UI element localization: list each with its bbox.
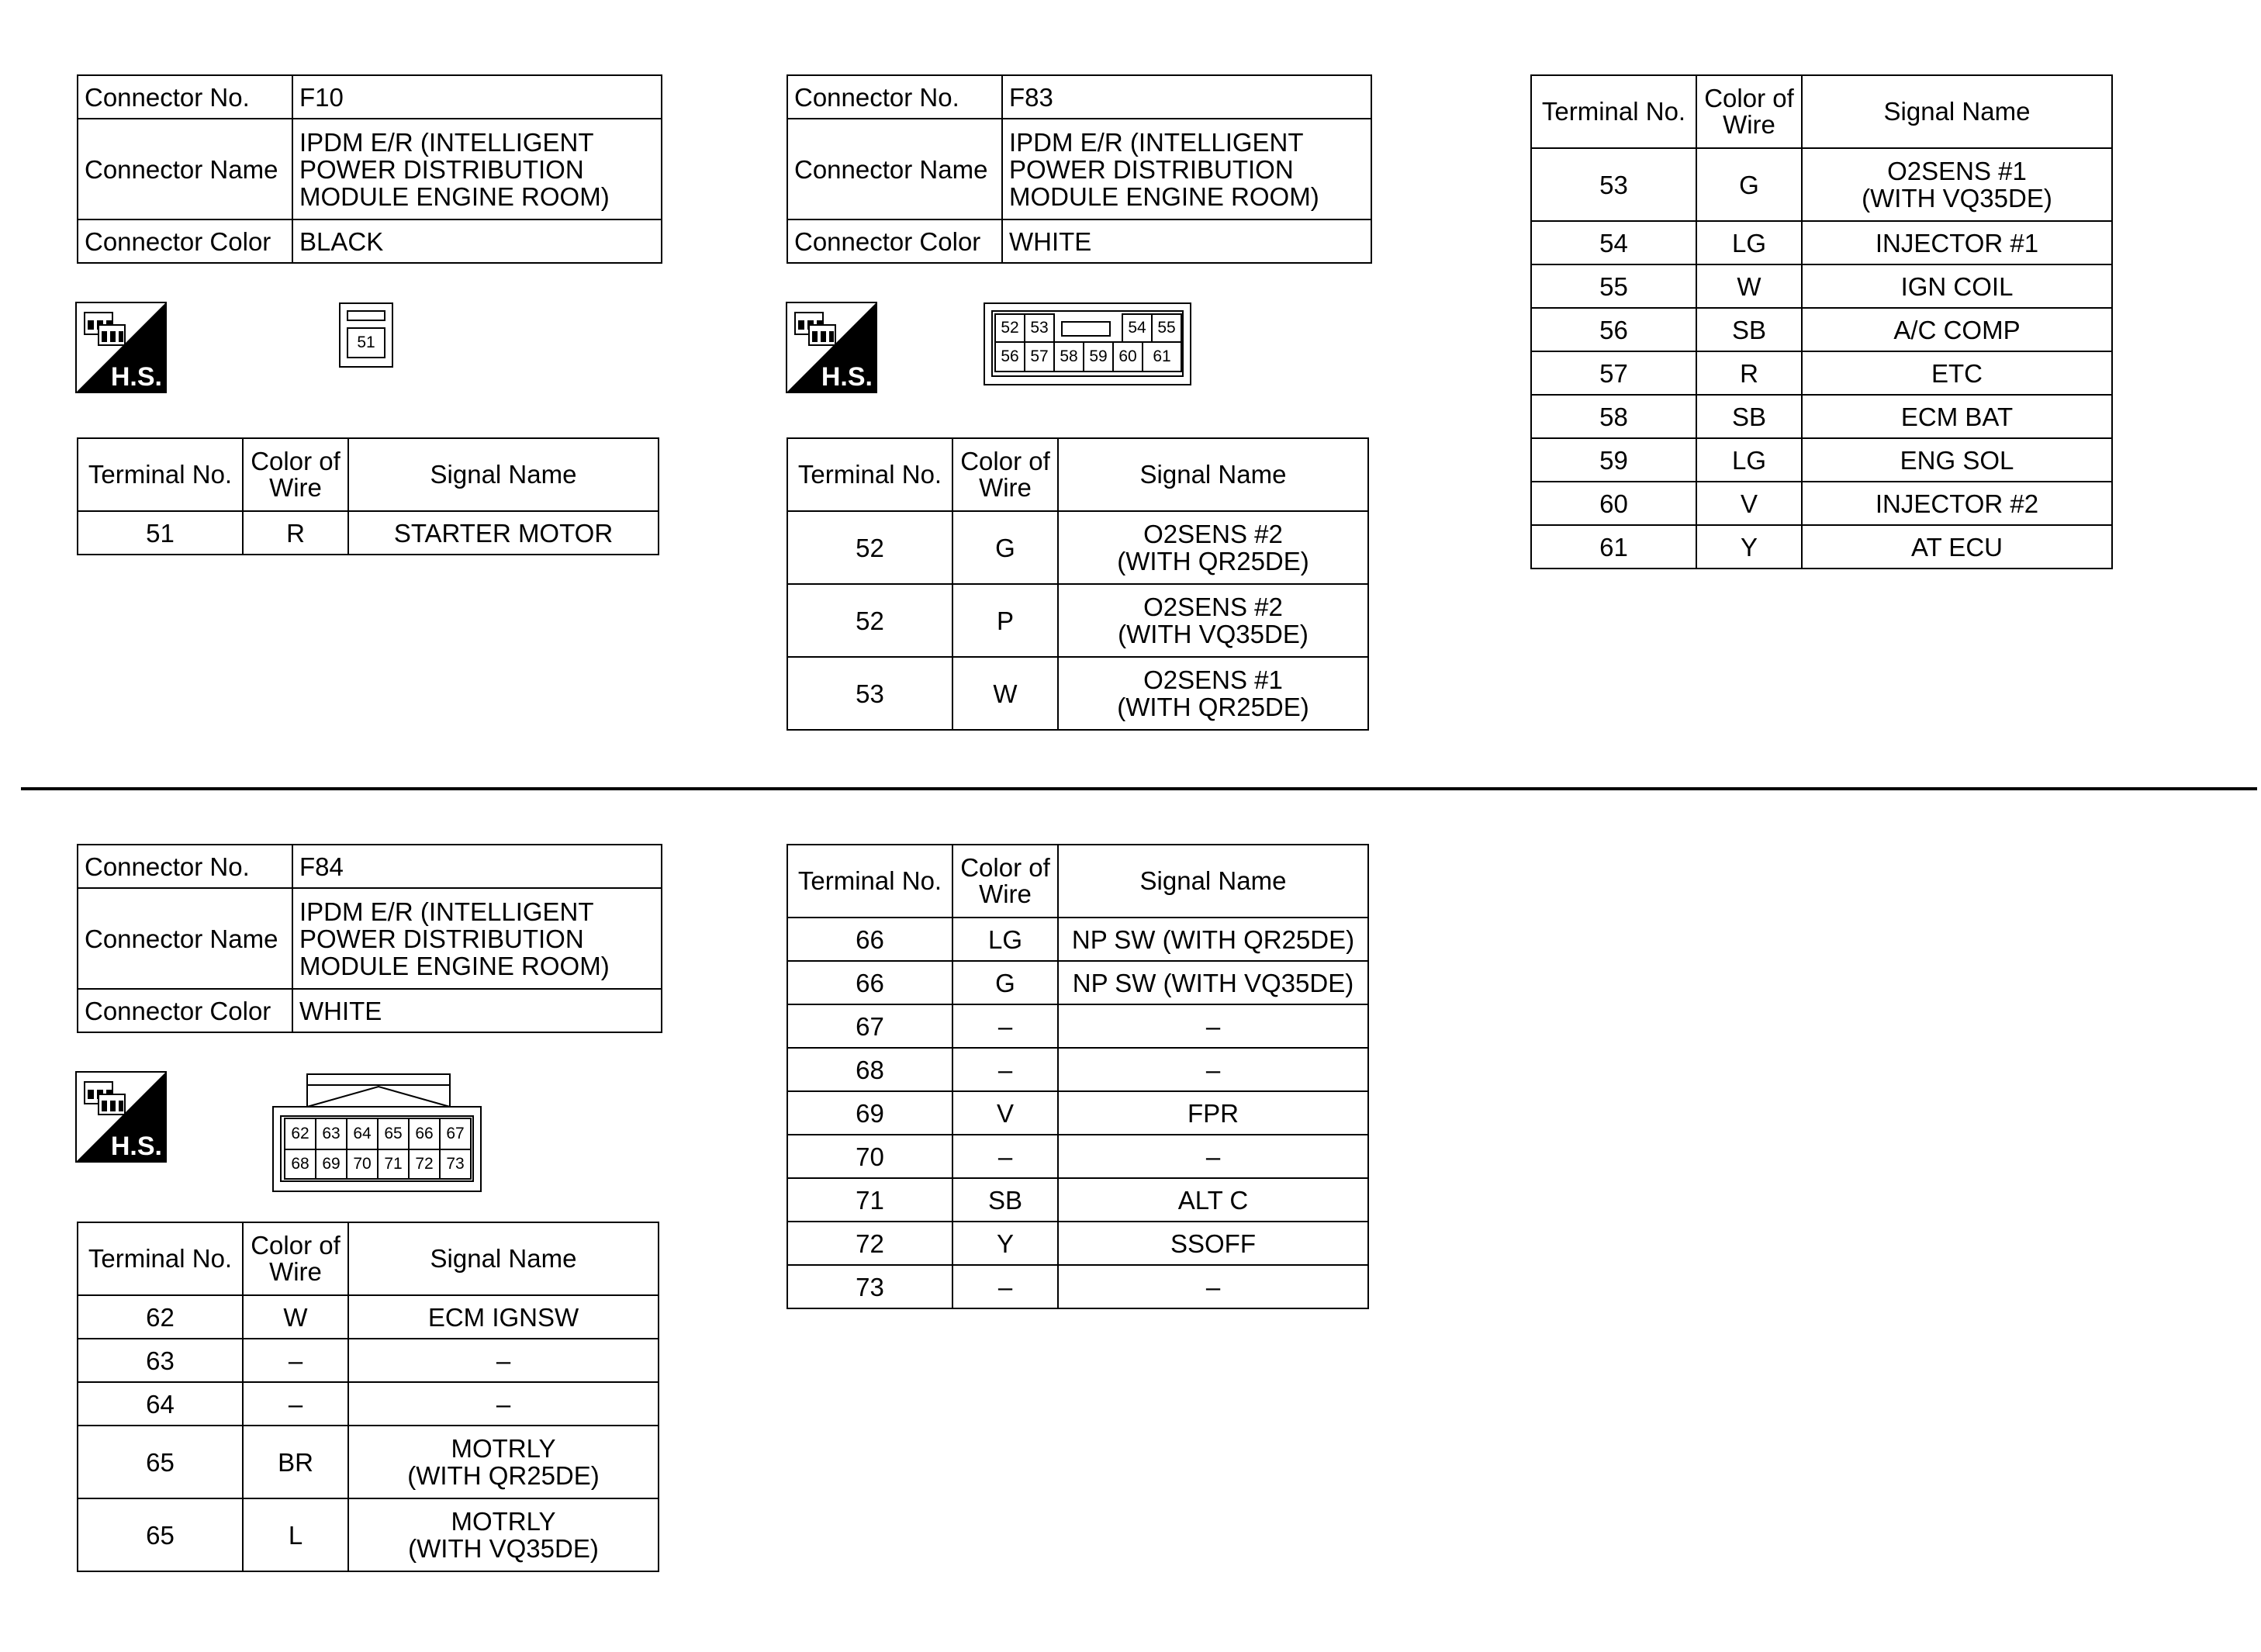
signal-name-header: Signal Name: [348, 438, 659, 511]
hs-label: H.S.: [821, 362, 873, 392]
connector-color-label: Connector Color: [787, 219, 1002, 263]
color-of-wire-header: Color of Wire: [243, 1222, 348, 1295]
pin: 61: [1142, 341, 1182, 372]
pin: 57: [1024, 341, 1055, 372]
terminal-no: 54: [1531, 221, 1696, 264]
table-row: [1531, 351, 2112, 395]
table-row: [787, 1265, 1368, 1308]
table-row: [787, 657, 1368, 730]
terminal-no: 71: [787, 1178, 952, 1222]
wire-color: W: [1696, 264, 1802, 308]
signal-name: INJECTOR #2: [1802, 482, 2112, 525]
f84-terminal-table: [77, 1222, 659, 1572]
signal-name: –: [1058, 1004, 1368, 1048]
signal-name: A/C COMP: [1802, 308, 2112, 351]
table-row: [1531, 308, 2112, 351]
terminal-no: 62: [78, 1295, 243, 1339]
f10-connector-info: [77, 74, 662, 264]
f84-terminal-table-continued: [787, 844, 1369, 1309]
table-row: [78, 1498, 659, 1571]
terminal-no: 52: [787, 584, 952, 657]
signal-name: ECM BAT: [1802, 395, 2112, 438]
harness-side-icon: [786, 302, 877, 393]
connector-color-label: Connector Color: [78, 989, 292, 1032]
color-of-wire-header: Color of Wire: [952, 845, 1058, 918]
wire-color: W: [952, 657, 1058, 730]
terminal-no: 55: [1531, 264, 1696, 308]
signal-name: –: [1058, 1265, 1368, 1308]
connector-no-value: F83: [1002, 75, 1371, 119]
table-row: [78, 1426, 659, 1498]
pin: 51: [347, 327, 385, 358]
connector-color-label: Connector Color: [78, 219, 292, 263]
signal-name: STARTER MOTOR: [348, 511, 659, 555]
terminal-no: 69: [787, 1091, 952, 1135]
terminal-no: 66: [787, 918, 952, 961]
table-row: [1531, 148, 2112, 221]
wire-color: LG: [1696, 221, 1802, 264]
wire-color: Y: [952, 1222, 1058, 1265]
harness-side-icon: [75, 1071, 167, 1163]
f83-connector-face: [984, 302, 1191, 385]
terminal-no: 58: [1531, 395, 1696, 438]
terminal-no: 52: [787, 511, 952, 584]
table-row: [787, 1178, 1368, 1222]
signal-name: O2SENS #1 (WITH VQ35DE): [1802, 148, 2112, 221]
signal-name: INJECTOR #1: [1802, 221, 2112, 264]
connector-name-label: Connector Name: [787, 119, 1002, 219]
connector-name-value: IPDM E/R (INTELLIGENT POWER DISTRIBUTION MODULE ENGINE ROOM): [292, 888, 662, 989]
terminal-no: 59: [1531, 438, 1696, 482]
signal-name: ETC: [1802, 351, 2112, 395]
pin: 68: [284, 1149, 316, 1180]
terminal-no: 53: [1531, 148, 1696, 221]
terminal-no: 72: [787, 1222, 952, 1265]
terminal-no: 67: [787, 1004, 952, 1048]
section-divider: [21, 787, 2257, 790]
pin: 73: [439, 1149, 472, 1180]
wire-color: LG: [952, 918, 1058, 961]
f10-terminal-table: [77, 437, 659, 555]
pin: 64: [346, 1118, 379, 1150]
terminal-no: 56: [1531, 308, 1696, 351]
signal-name-header: Signal Name: [1058, 845, 1368, 918]
wire-color: –: [243, 1382, 348, 1426]
wire-color: BR: [243, 1426, 348, 1498]
pin: 55: [1151, 313, 1182, 343]
wire-color: SB: [1696, 308, 1802, 351]
wire-color: R: [243, 511, 348, 555]
connector-color-value: WHITE: [292, 989, 662, 1032]
wire-color: –: [952, 1048, 1058, 1091]
wire-color: SB: [952, 1178, 1058, 1222]
table-row: [787, 1048, 1368, 1091]
color-of-wire-header: Color of Wire: [243, 438, 348, 511]
pin: 53: [1024, 313, 1055, 343]
signal-name: O2SENS #1 (WITH QR25DE): [1058, 657, 1368, 730]
wire-color: W: [243, 1295, 348, 1339]
wire-color: G: [952, 961, 1058, 1004]
pin: 70: [346, 1149, 379, 1180]
wire-color: –: [952, 1135, 1058, 1178]
wire-color: R: [1696, 351, 1802, 395]
table-row: [1531, 395, 2112, 438]
terminal-no: 57: [1531, 351, 1696, 395]
table-row: [1531, 264, 2112, 308]
pin: 60: [1112, 341, 1143, 372]
harness-side-icon: [75, 302, 167, 393]
f84-connector-face: [271, 1073, 482, 1193]
table-row: [787, 1222, 1368, 1265]
signal-name: –: [348, 1382, 659, 1426]
wire-color: –: [243, 1339, 348, 1382]
f83-terminal-table: [787, 437, 1369, 731]
hs-label: H.S.: [110, 1132, 162, 1161]
table-row: [787, 1004, 1368, 1048]
terminal-no-header: Terminal No.: [78, 438, 243, 511]
f83-terminal-table-continued: [1530, 74, 2113, 569]
pin: 56: [994, 341, 1025, 372]
table-row: [1531, 525, 2112, 569]
terminal-no: 66: [787, 961, 952, 1004]
signal-name: MOTRLY (WITH VQ35DE): [348, 1498, 659, 1571]
pin: 72: [408, 1149, 441, 1180]
wire-color: –: [952, 1265, 1058, 1308]
wire-color: V: [1696, 482, 1802, 525]
terminal-no: 70: [787, 1135, 952, 1178]
pin: 63: [315, 1118, 347, 1150]
terminal-no: 68: [787, 1048, 952, 1091]
connector-no-label: Connector No.: [78, 845, 292, 888]
table-row: [78, 1339, 659, 1382]
wire-color: Y: [1696, 525, 1802, 569]
table-row: [1531, 482, 2112, 525]
signal-name: ALT C: [1058, 1178, 1368, 1222]
signal-name: SSOFF: [1058, 1222, 1368, 1265]
table-row: [787, 584, 1368, 657]
color-of-wire-header: Color of Wire: [1696, 75, 1802, 148]
hs-label: H.S.: [110, 362, 162, 392]
wire-color: L: [243, 1498, 348, 1571]
wire-color: G: [1696, 148, 1802, 221]
signal-name: ECM IGNSW: [348, 1295, 659, 1339]
table-row: [787, 1091, 1368, 1135]
connector-no-label: Connector No.: [787, 75, 1002, 119]
wire-color: G: [952, 511, 1058, 584]
table-row: [78, 1295, 659, 1339]
signal-name: NP SW (WITH VQ35DE): [1058, 961, 1368, 1004]
pin: 71: [377, 1149, 410, 1180]
table-row: [787, 511, 1368, 584]
connector-no-label: Connector No.: [78, 75, 292, 119]
pin: 52: [994, 313, 1025, 343]
color-of-wire-header: Color of Wire: [952, 438, 1058, 511]
pin: 54: [1122, 313, 1153, 343]
terminal-no: 64: [78, 1382, 243, 1426]
table-row: [78, 1382, 659, 1426]
terminal-no-header: Terminal No.: [78, 1222, 243, 1295]
table-row: [787, 1135, 1368, 1178]
terminal-no: 73: [787, 1265, 952, 1308]
signal-name: –: [348, 1339, 659, 1382]
terminal-no: 60: [1531, 482, 1696, 525]
signal-name: NP SW (WITH QR25DE): [1058, 918, 1368, 961]
terminal-no-header: Terminal No.: [1531, 75, 1696, 148]
terminal-no: 51: [78, 511, 243, 555]
wire-color: V: [952, 1091, 1058, 1135]
connector-name-value: IPDM E/R (INTELLIGENT POWER DISTRIBUTION MODULE ENGINE ROOM): [292, 119, 662, 219]
wire-color: LG: [1696, 438, 1802, 482]
pin: 66: [408, 1118, 441, 1150]
signal-name-header: Signal Name: [348, 1222, 659, 1295]
pin: 69: [315, 1149, 347, 1180]
signal-name: –: [1058, 1048, 1368, 1091]
terminal-no: 61: [1531, 525, 1696, 569]
pin: 58: [1053, 341, 1084, 372]
signal-name: –: [1058, 1135, 1368, 1178]
signal-name: MOTRLY (WITH QR25DE): [348, 1426, 659, 1498]
signal-name: O2SENS #2 (WITH QR25DE): [1058, 511, 1368, 584]
terminal-no: 65: [78, 1498, 243, 1571]
connector-no-value: F10: [292, 75, 662, 119]
wire-color: P: [952, 584, 1058, 657]
connector-color-value: WHITE: [1002, 219, 1371, 263]
pin: 59: [1083, 341, 1114, 372]
signal-name-header: Signal Name: [1802, 75, 2112, 148]
wire-color: SB: [1696, 395, 1802, 438]
f10-connector-face: [339, 302, 393, 368]
terminal-no-header: Terminal No.: [787, 845, 952, 918]
signal-name: ENG SOL: [1802, 438, 2112, 482]
table-row: [1531, 438, 2112, 482]
f84-connector-info: [77, 844, 662, 1033]
signal-name: FPR: [1058, 1091, 1368, 1135]
table-row: [78, 511, 659, 555]
terminal-no: 63: [78, 1339, 243, 1382]
signal-name: IGN COIL: [1802, 264, 2112, 308]
table-row: [1531, 221, 2112, 264]
pin: 65: [377, 1118, 410, 1150]
signal-name: O2SENS #2 (WITH VQ35DE): [1058, 584, 1368, 657]
table-row: [787, 918, 1368, 961]
terminal-no: 53: [787, 657, 952, 730]
terminal-no: 65: [78, 1426, 243, 1498]
connector-no-value: F84: [292, 845, 662, 888]
connector-color-value: BLACK: [292, 219, 662, 263]
connector-name-label: Connector Name: [78, 119, 292, 219]
pin: 67: [439, 1118, 472, 1150]
connector-name-value: IPDM E/R (INTELLIGENT POWER DISTRIBUTION MODULE ENGINE ROOM): [1002, 119, 1371, 219]
wire-color: –: [952, 1004, 1058, 1048]
terminal-no-header: Terminal No.: [787, 438, 952, 511]
signal-name: AT ECU: [1802, 525, 2112, 569]
connector-key: [1055, 313, 1122, 343]
connector-name-label: Connector Name: [78, 888, 292, 989]
f83-connector-info: [787, 74, 1372, 264]
table-row: [787, 961, 1368, 1004]
signal-name-header: Signal Name: [1058, 438, 1368, 511]
pin: 62: [284, 1118, 316, 1150]
